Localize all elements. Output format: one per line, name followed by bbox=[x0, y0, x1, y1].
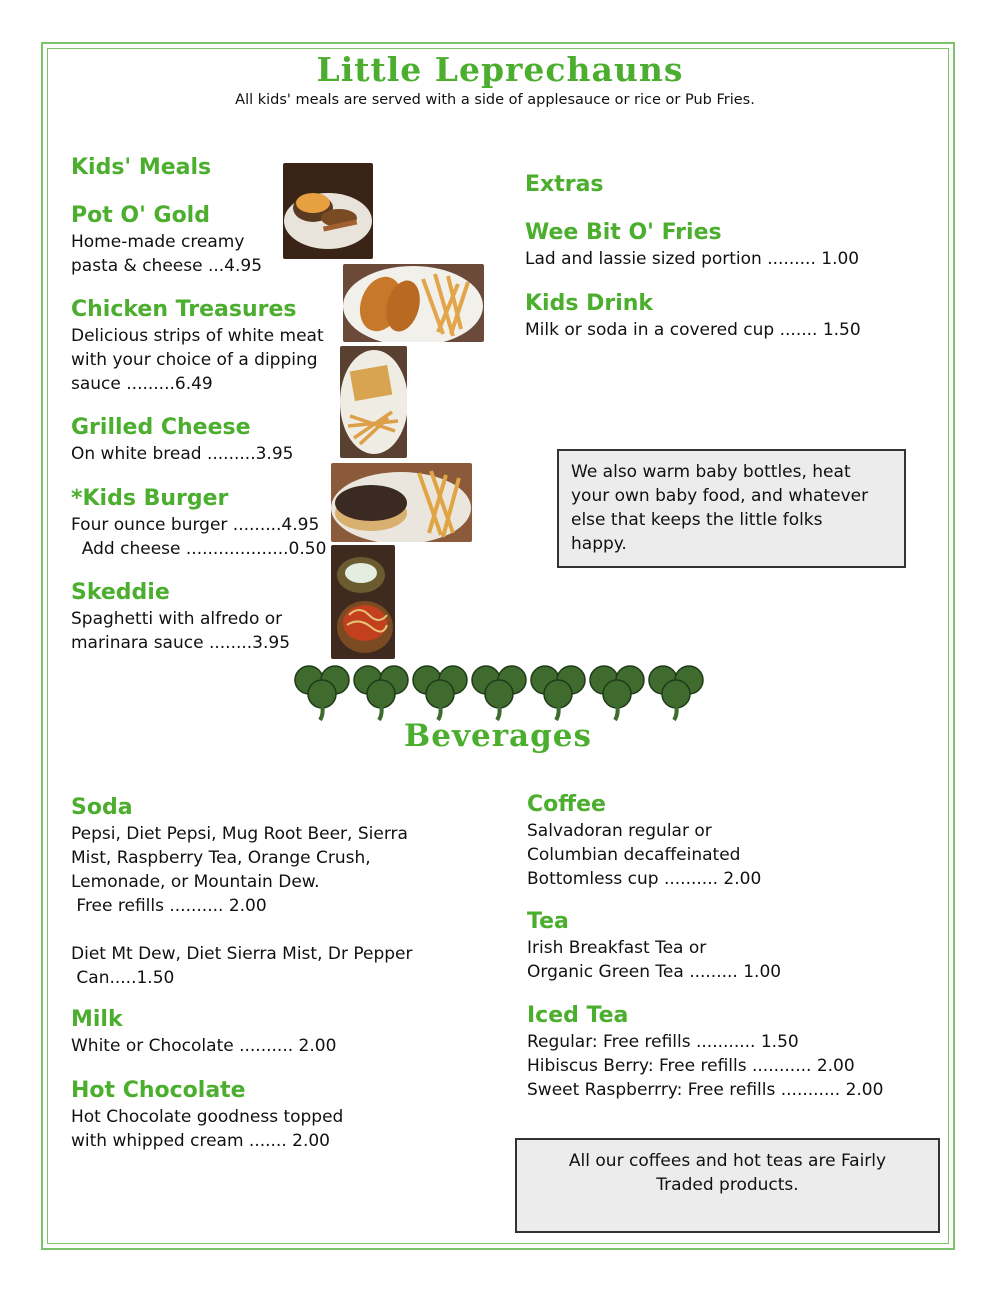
menu-title: Little Leprechauns bbox=[316, 50, 684, 89]
item-desc: Milk or soda in a covered cup ....... 1.50 bbox=[525, 320, 861, 340]
grilled-cheese-photo bbox=[340, 346, 407, 458]
shamrock-icon bbox=[531, 666, 585, 720]
menu-item-hot-chocolate bbox=[71, 1077, 343, 1153]
beverages-heading: Beverages bbox=[404, 718, 592, 754]
shamrock-icon bbox=[413, 666, 467, 720]
extras-heading: Extras bbox=[525, 172, 604, 197]
item-name: Milk bbox=[71, 1007, 123, 1032]
menu-item-soda bbox=[71, 794, 413, 990]
menu-subtitle: All kids' meals are served with a side of applesauce or rice or Pub Fries. bbox=[235, 92, 755, 108]
menu-item-skeddie bbox=[71, 579, 290, 655]
item-name: Iced Tea bbox=[527, 1003, 629, 1028]
shamrock-icon bbox=[472, 666, 526, 720]
item-name: Kids Drink bbox=[525, 291, 654, 316]
item-name: Hot Chocolate bbox=[71, 1078, 246, 1103]
shamrock-divider bbox=[292, 660, 712, 722]
item-name: Skeddie bbox=[71, 580, 170, 605]
shamrock-icon bbox=[649, 666, 703, 720]
item-desc: Salvadoran regular or Columbian decaffeinated Bottomless cup .......... 2.00 bbox=[527, 821, 762, 889]
shamrock-icon bbox=[354, 666, 408, 720]
item-name: Grilled Cheese bbox=[71, 415, 251, 440]
item-desc: Spaghetti with alfredo or marinara sauce ........3.95 bbox=[71, 609, 291, 653]
mac-and-cheese-photo bbox=[283, 163, 373, 259]
menu-item-iced-tea bbox=[527, 1002, 883, 1102]
menu-item-wee-bit-fries bbox=[525, 219, 859, 271]
item-desc: Delicious strips of white meat with your choice of a dipping sauce .........6.49 bbox=[71, 326, 324, 394]
kids-meals-heading: Kids' Meals bbox=[71, 155, 212, 180]
menu-item-chicken-treasures bbox=[71, 296, 324, 396]
menu-item-pot-o-gold bbox=[71, 202, 262, 278]
burger-photo bbox=[331, 463, 472, 542]
menu-item-kids-drink bbox=[525, 290, 861, 342]
menu-item-milk bbox=[71, 1006, 336, 1058]
item-desc: Pepsi, Diet Pepsi, Mug Root Beer, Sierra Mist, Raspberry Tea, Orange Crush, Lemonade, or Mountain Dew. Free refills .......... 2.00 Diet Mt Dew, Diet Sierra Mist, Dr Pepper Can.....1.50 bbox=[71, 824, 413, 988]
item-desc: Hot Chocolate goodness topped with whipped cream ....... 2.00 bbox=[71, 1107, 344, 1151]
item-name: Soda bbox=[71, 795, 133, 820]
item-desc: Lad and lassie sized portion ......... 1.00 bbox=[525, 249, 860, 269]
item-desc: On white bread .........3.95 bbox=[71, 444, 294, 464]
menu-item-grilled-cheese bbox=[71, 414, 293, 466]
baby-note-box: We also warm baby bottles, heat your own baby food, and whatever else that keeps the little folks happy. bbox=[557, 449, 906, 568]
item-name: Tea bbox=[527, 909, 569, 934]
item-desc: Irish Breakfast Tea or Organic Green Tea ......... 1.00 bbox=[527, 938, 782, 982]
item-desc: Regular: Free refills ........... 1.50 Hibiscus Berry: Free refills ........... 2.00 Sweet Raspberrry: Free refills ........... 2.00 bbox=[527, 1032, 884, 1100]
item-name: Pot O' Gold bbox=[71, 203, 210, 228]
item-name: Coffee bbox=[527, 792, 606, 817]
item-desc: Home-made creamy pasta & cheese ...4.95 bbox=[71, 232, 263, 276]
item-desc: Four ounce burger .........4.95 Add cheese ...................0.50 bbox=[71, 515, 327, 559]
menu-item-kids-burger bbox=[71, 485, 326, 561]
menu-item-coffee bbox=[527, 791, 761, 891]
item-name: Wee Bit O' Fries bbox=[525, 220, 722, 245]
item-desc: White or Chocolate .......... 2.00 bbox=[71, 1036, 337, 1056]
shamrock-icon bbox=[590, 666, 644, 720]
spaghetti-photo bbox=[331, 545, 395, 659]
chicken-strips-photo bbox=[343, 264, 484, 342]
item-name: Chicken Treasures bbox=[71, 297, 297, 322]
fair-trade-note-box: All our coffees and hot teas are Fairly Traded products. bbox=[515, 1138, 940, 1233]
item-name: *Kids Burger bbox=[71, 486, 229, 511]
shamrock-icon bbox=[295, 666, 349, 720]
menu-item-tea bbox=[527, 908, 781, 984]
